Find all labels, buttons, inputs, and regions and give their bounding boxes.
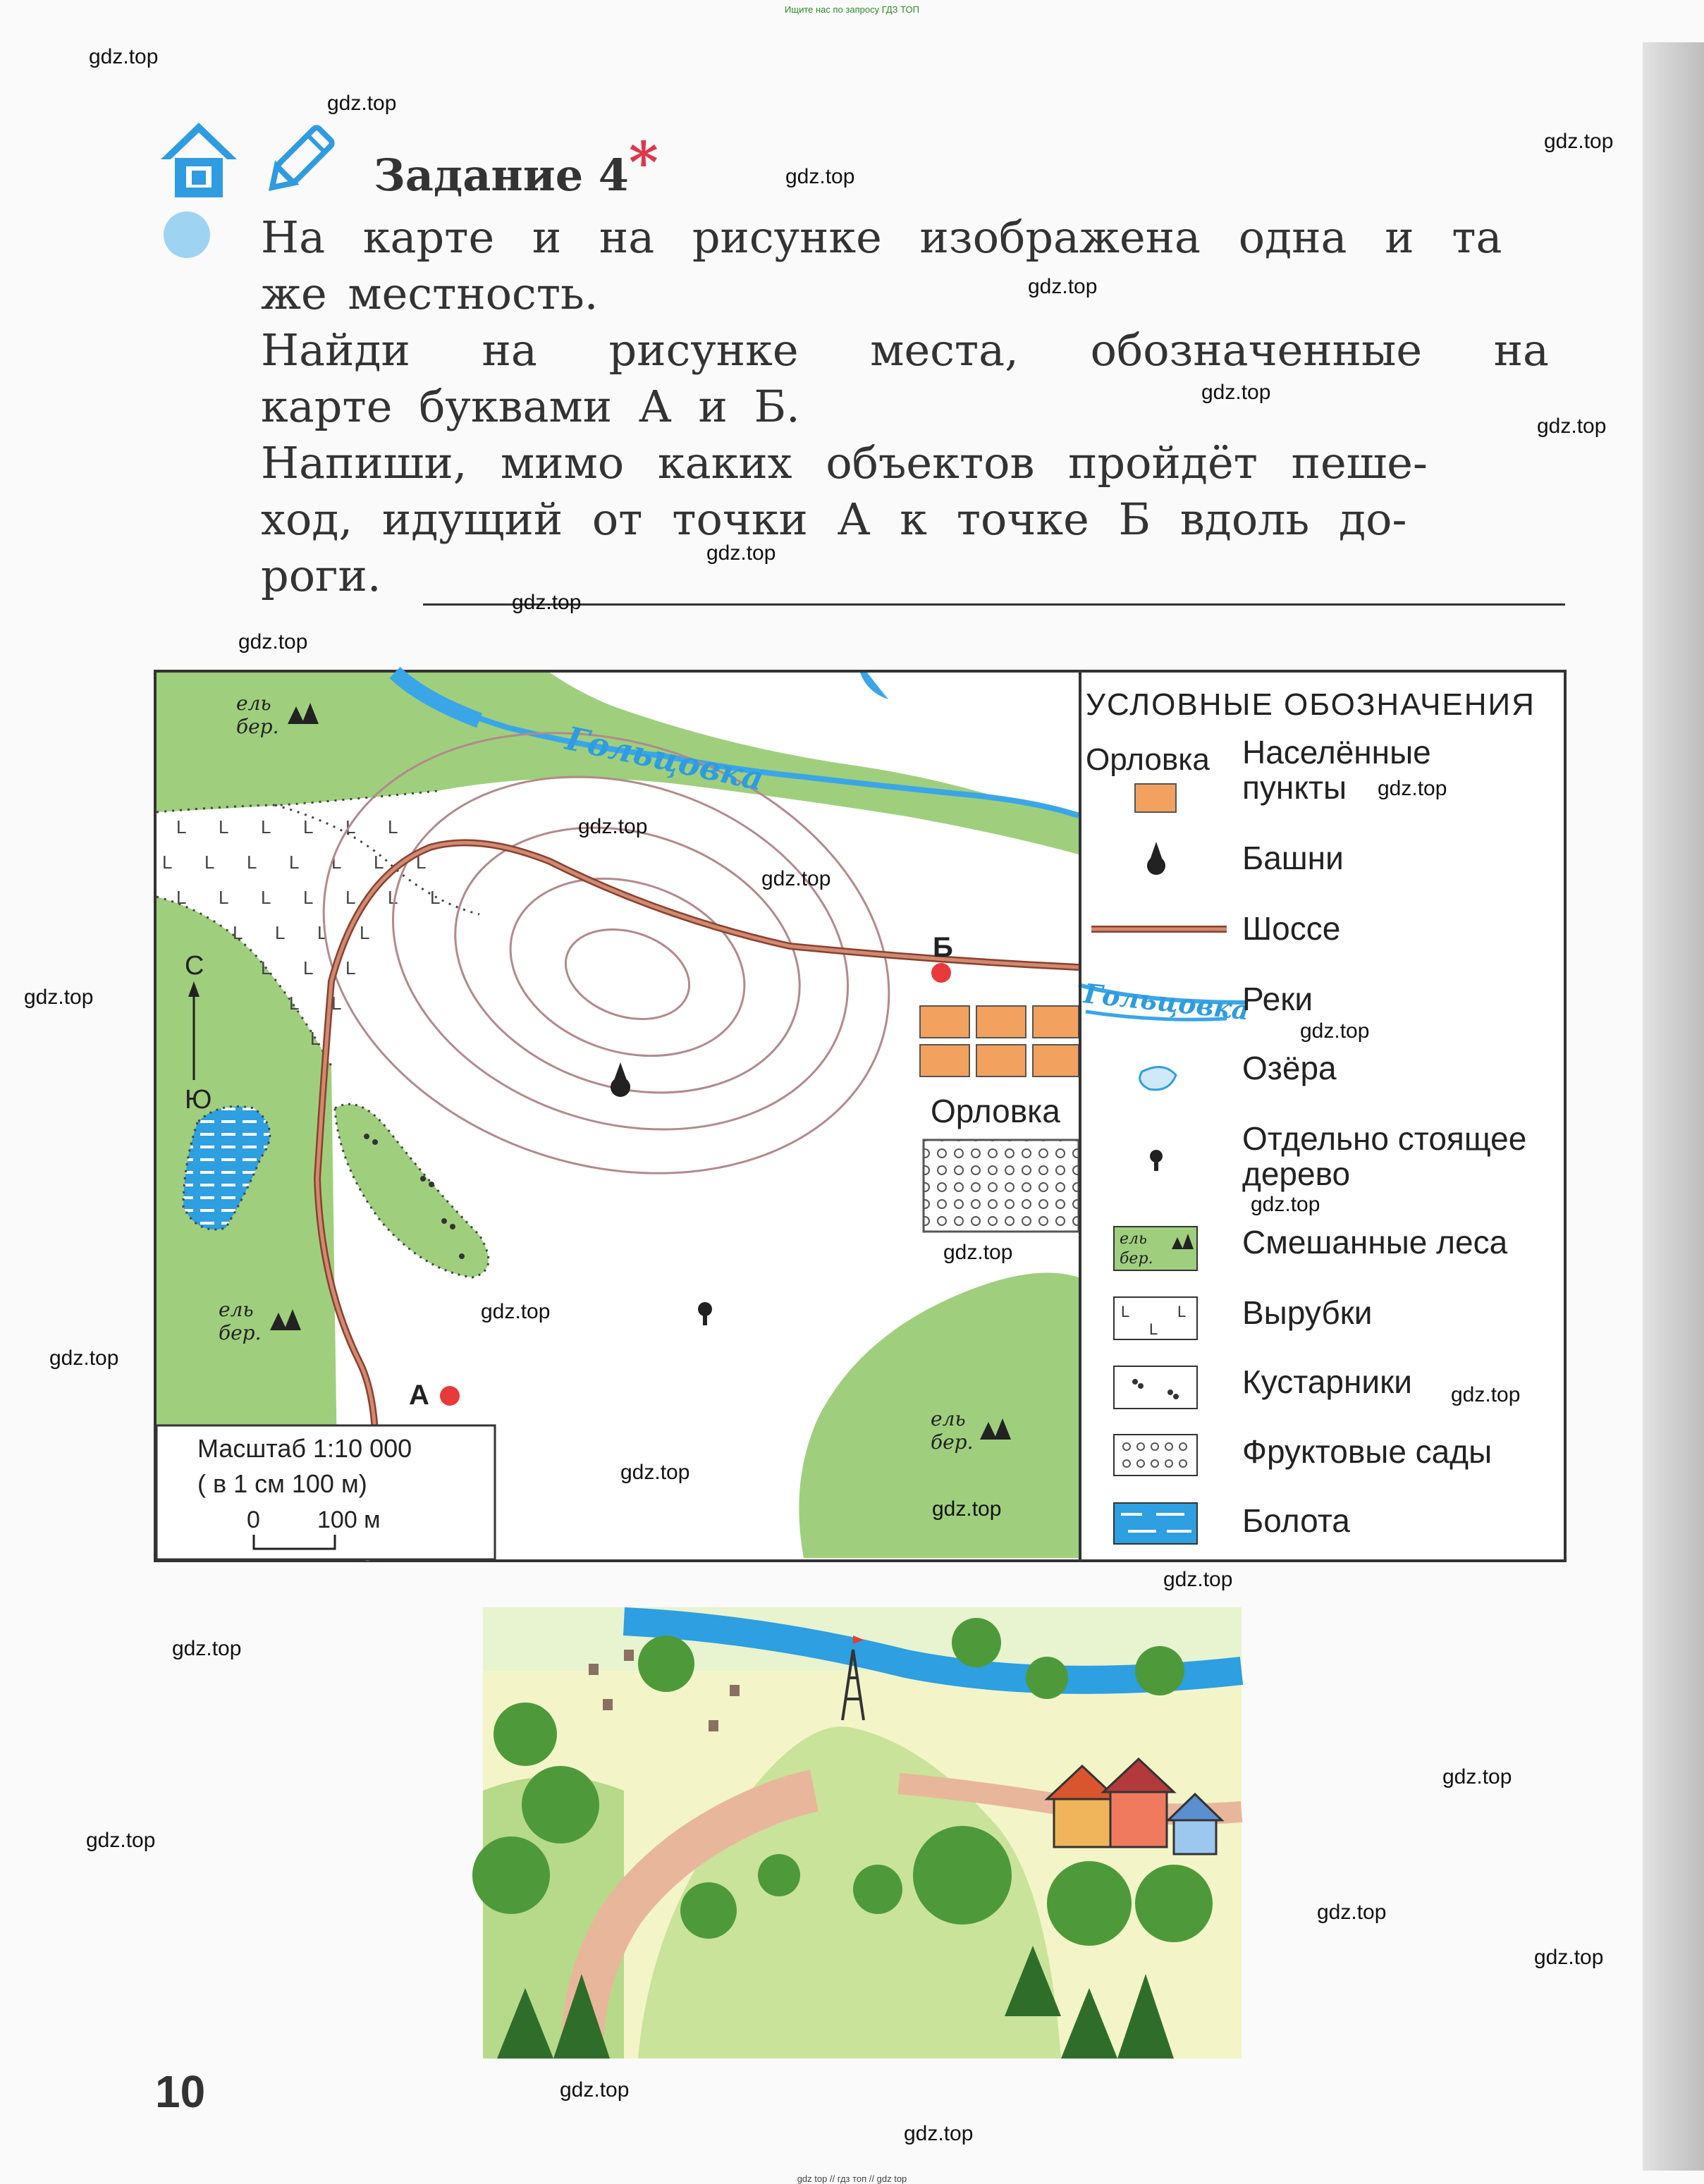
forest-label: ель: [219, 1298, 254, 1321]
watermark: gdz.top: [1544, 130, 1614, 153]
svg-text:L: L: [430, 887, 441, 908]
town-label: Орловка: [931, 1093, 1060, 1129]
legend-tower-icon: [1147, 842, 1165, 875]
legend-label: Вырубки: [1242, 1294, 1373, 1331]
legend-label: Озёра: [1242, 1050, 1337, 1086]
orchard: [924, 1140, 1079, 1232]
svg-text:L: L: [388, 816, 398, 838]
task-line: карте буквами А и Б.: [261, 381, 800, 432]
svg-text:ель: ель: [1120, 1230, 1148, 1248]
watermark: gdz.top: [1251, 1193, 1320, 1216]
legend-label: Смешанные леса: [1242, 1224, 1508, 1260]
point-b-label: Б: [933, 932, 953, 963]
watermark: gdz.top: [560, 2078, 630, 2102]
legend-symbols: [1082, 740, 1251, 1565]
map: [155, 671, 1565, 1561]
point-a: [440, 1386, 460, 1406]
svg-text:L: L: [345, 816, 356, 838]
legend-label: Отдельно стоящее: [1242, 1120, 1527, 1157]
task-line: Напиши, мимо каких объектов пройдёт пеше-: [261, 437, 1428, 489]
legend-town-icon: [1135, 784, 1176, 812]
task-line: Найди на рисунке места, обозначенные на: [261, 324, 1550, 376]
watermark: gdz.top: [238, 630, 308, 654]
watermark: gdz.top: [1163, 1568, 1233, 1591]
watermark: gdz.top: [1378, 777, 1447, 800]
legend-lake-icon: [1140, 1067, 1176, 1090]
svg-text:L: L: [247, 852, 257, 873]
svg-text:L: L: [345, 887, 356, 908]
scale-line2: ( в 1 см 100 м): [197, 1469, 367, 1498]
watermark: gdz.top: [943, 1241, 1013, 1264]
svg-text:L: L: [219, 816, 229, 838]
svg-text:L: L: [261, 957, 271, 978]
svg-text:L: L: [331, 852, 342, 873]
watermark: gdz.top: [706, 541, 776, 565]
forest-label: бер.: [236, 715, 279, 738]
svg-text:L: L: [261, 816, 271, 838]
legend-label: дерево: [1242, 1155, 1351, 1192]
legend-label: Фруктовые сады: [1242, 1433, 1492, 1470]
watermark: gdz.top: [1537, 415, 1607, 438]
watermark: gdz.top: [172, 1637, 242, 1660]
svg-text:L: L: [310, 1028, 321, 1049]
legend-shrubs-icon: [1114, 1366, 1197, 1409]
svg-text:L: L: [162, 852, 173, 873]
legend-label: Реки: [1242, 981, 1313, 1017]
landscape-illustration: [483, 1607, 1242, 2059]
watermark: gdz.top: [578, 815, 648, 838]
svg-text:L: L: [289, 852, 300, 873]
watermark: gdz.top: [761, 867, 831, 890]
watermark: gdz.top: [904, 2122, 974, 2145]
svg-text:L: L: [219, 887, 229, 908]
watermark: gdz.top: [932, 1497, 1002, 1521]
legend-river-sample: Гольцовка: [1082, 977, 1251, 1026]
svg-text:бер.: бер.: [1120, 1250, 1153, 1268]
svg-text:L: L: [176, 887, 187, 908]
legend-title: УСЛОВНЫЕ ОБОЗНАЧЕНИЯ: [1086, 687, 1536, 722]
svg-text:L: L: [303, 957, 314, 978]
legend-label: Кустарники: [1242, 1363, 1412, 1400]
legend-label: Населённые: [1242, 734, 1431, 771]
point-b: [931, 963, 951, 983]
legend-label: пункты: [1242, 769, 1347, 806]
answer-line[interactable]: [423, 603, 1565, 606]
watermark: gdz.top: [620, 1461, 690, 1484]
svg-text:L: L: [345, 957, 356, 978]
watermark: gdz.top: [481, 1300, 551, 1323]
forest-label: ель: [931, 1407, 966, 1430]
svg-text:Ю: Ю: [185, 1085, 212, 1115]
watermark: gdz.top: [1201, 381, 1271, 404]
legend-orchard-icon: [1114, 1435, 1197, 1476]
legend-lone-tree-icon: [1150, 1150, 1163, 1171]
river-label: Гольцовка: [562, 718, 767, 799]
svg-text:L: L: [1149, 1320, 1158, 1338]
watermark: gdz.top: [1300, 1019, 1370, 1043]
watermark: gdz.top: [327, 92, 397, 115]
forest-label: ель: [236, 692, 271, 715]
svg-text:L: L: [1121, 1303, 1130, 1320]
watermark: gdz.top: [785, 165, 855, 188]
watermark: gdz.top: [49, 1346, 119, 1370]
svg-text:L: L: [303, 887, 314, 908]
watermark: gdz.top: [86, 1829, 156, 1852]
svg-text:L: L: [233, 922, 243, 943]
svg-text:L: L: [331, 993, 342, 1014]
page-number: 10: [155, 2066, 206, 2117]
point-a-label: А: [409, 1380, 429, 1411]
scale-hundred: 100 м: [317, 1507, 381, 1533]
top-note: Ищите нас по запросу ГДЗ ТОП: [785, 4, 919, 15]
watermark: gdz.top: [1451, 1383, 1521, 1406]
scale-zero: 0: [247, 1507, 260, 1533]
task-line: На карте и на рисунке изображена одна и та: [261, 211, 1502, 263]
legend-label: Шоссе: [1242, 910, 1341, 947]
legend-label: Башни: [1242, 840, 1344, 876]
svg-text:L: L: [317, 922, 328, 943]
star-mark: *: [628, 129, 658, 195]
home-icon: [157, 120, 241, 201]
task-line: ход, идущий от точки А к точке Б вдоль до-: [261, 493, 1407, 545]
watermark: gdz.top: [1442, 1765, 1512, 1789]
svg-text:L: L: [360, 922, 370, 943]
page-edge-shadow: [1643, 42, 1704, 2171]
watermark: gdz.top: [89, 45, 159, 68]
bottom-note: gdz top // гдз топ // gdz top: [797, 2173, 907, 2184]
legend-label: Болота: [1242, 1502, 1350, 1539]
forest-label: бер.: [931, 1430, 974, 1454]
legend-town-sample: Орловка: [1086, 742, 1210, 777]
watermark: gdz.top: [1028, 275, 1098, 298]
svg-text:L: L: [416, 852, 427, 873]
svg-text:L: L: [1177, 1303, 1187, 1320]
task-line: же местность.: [261, 268, 599, 319]
svg-text:L: L: [388, 887, 398, 908]
svg-text:L: L: [176, 816, 187, 838]
svg-text:L: L: [303, 816, 314, 838]
watermark: gdz.top: [24, 986, 94, 1009]
watermark: gdz.top: [512, 591, 582, 614]
watermark: gdz.top: [1534, 1946, 1604, 1969]
task-line: роги.: [261, 550, 381, 601]
legend-swamp-icon: [1114, 1503, 1197, 1544]
svg-text:L: L: [204, 852, 215, 873]
svg-text:L: L: [289, 993, 300, 1014]
pencil-icon: [259, 120, 341, 201]
svg-text:L: L: [261, 887, 271, 908]
task-title: Задание 4*: [374, 129, 658, 201]
forest-label: бер.: [219, 1321, 262, 1344]
svg-text:L: L: [374, 852, 384, 873]
watermark: gdz.top: [1317, 1901, 1387, 1924]
scale-title: Масштаб 1:10 000: [197, 1434, 412, 1463]
svg-text:С: С: [185, 951, 204, 981]
bullet-circle: [164, 211, 210, 258]
svg-text:L: L: [275, 922, 286, 943]
